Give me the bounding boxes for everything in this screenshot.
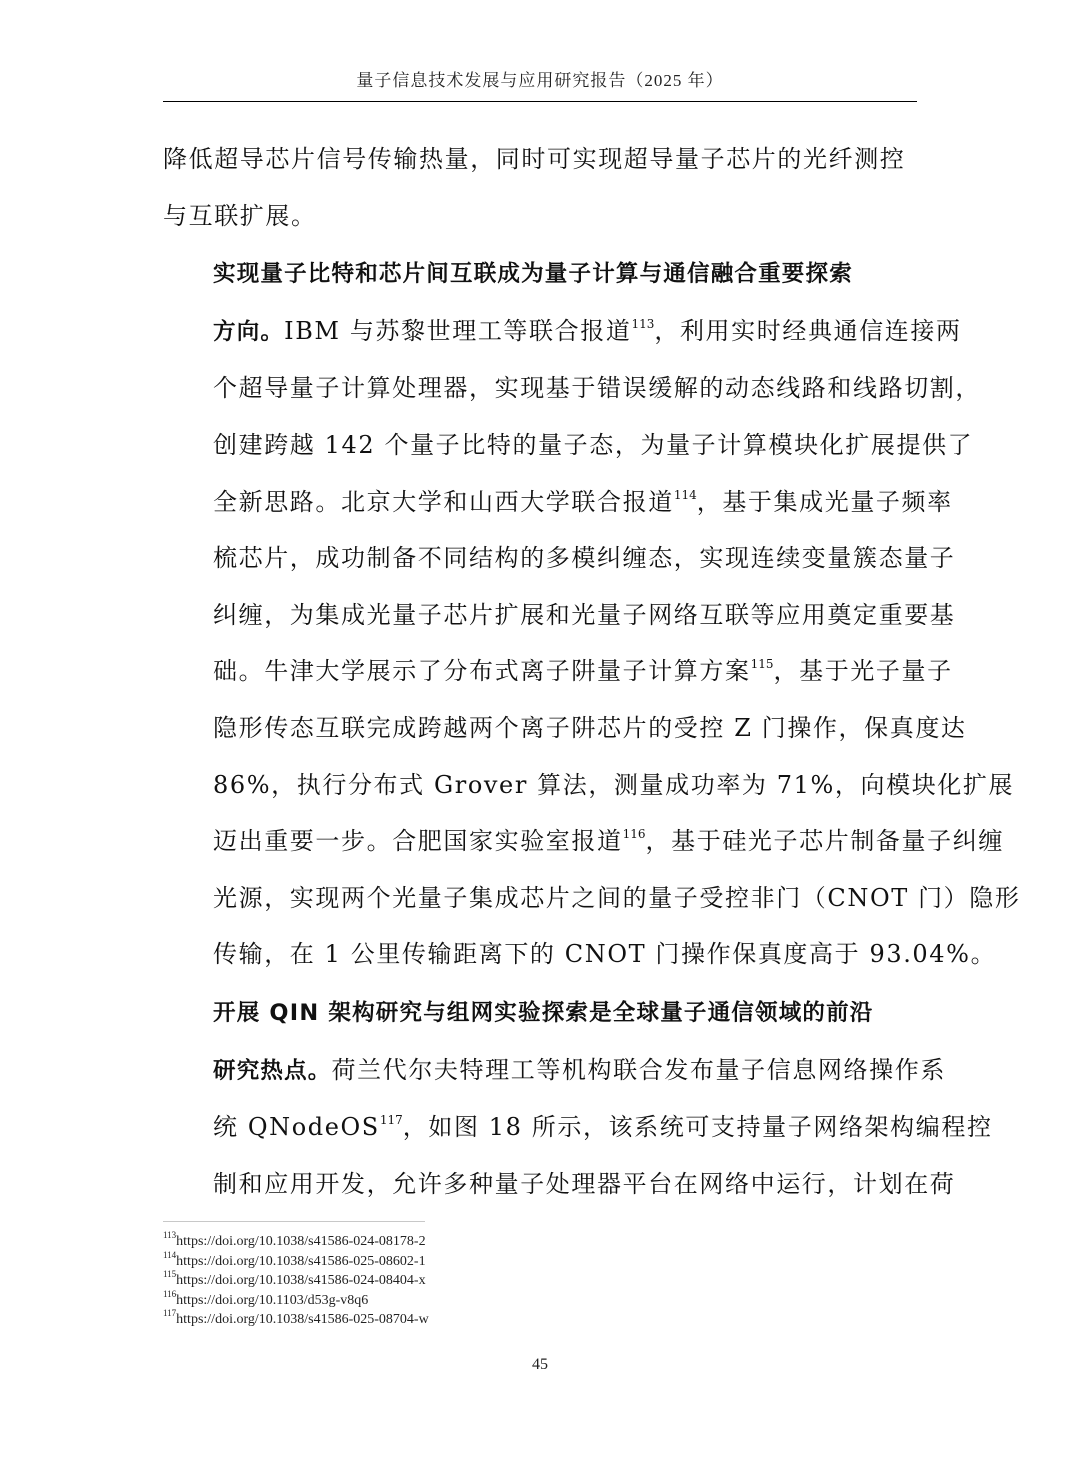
footnote-item	[163, 1249, 763, 1272]
lead-sentence: 开展 QIN 架构研究与组网实验探索是全球量子通信领域的前沿	[213, 999, 874, 1026]
text-run: ，基于集成光量子频率	[696, 487, 953, 516]
footnote-rule	[163, 1221, 425, 1222]
lead-sentence: 实现量子比特和芯片间互联成为量子计算与通信融合重要探索	[213, 261, 853, 288]
paragraph-2	[163, 246, 1021, 983]
body-text	[163, 131, 1021, 1212]
footnote-item	[163, 1271, 763, 1291]
running-header: 量子信息技术发展与应用研究报告（2025 年）	[356, 71, 724, 90]
footnote-ref[interactable]: 117	[379, 1113, 403, 1128]
footnote-link[interactable]: https://doi.org/10.1038/s41586-024-08404-x	[176, 1273, 426, 1288]
text-run: ，如图 18 所示，该系统可支持量子网络架构编程控	[402, 1113, 993, 1142]
text-run: 统 QNodeOS	[213, 1113, 380, 1142]
lead-sentence: 研究热点。	[213, 1057, 332, 1084]
header-rule	[163, 101, 917, 102]
text-line: 光源，实现两个光量子集成芯片之间的量子受控非门（CNOT 门）隐形	[213, 883, 1021, 912]
text-line: 梳芯片，成功制备不同结构的多模纠缠态，实现连续变量簇态量子	[213, 544, 956, 573]
paragraph-3	[163, 985, 993, 1212]
text-line: 降低超导芯片信号传输热量，同时可实现超导量子芯片的光纤测控	[163, 145, 906, 173]
text-run: 全新思路。北京大学和山西大学联合报道	[213, 487, 674, 516]
text-line: 纠缠，为集成光量子芯片扩展和光量子网络互联等应用奠定重要基	[213, 600, 956, 629]
text-line: 与互联扩展。	[163, 201, 317, 230]
text-line: 制和应用开发，允许多种量子处理器平台在网络中运行，计划在荷	[213, 1169, 956, 1198]
footnote-ref[interactable]: 113	[631, 316, 655, 331]
footnotes	[163, 1232, 763, 1330]
text-run: ，基于光子量子	[773, 657, 953, 686]
footnote-number: 117	[163, 1308, 177, 1319]
footnote-ref[interactable]: 114	[673, 487, 697, 502]
footnote-link[interactable]: https://doi.org/10.1038/s41586-025-08602-1	[176, 1253, 426, 1269]
text-run: 荷兰代尔夫特理工等机构联合发布量子信息网络操作系	[331, 1055, 946, 1084]
text-run: IBM 与苏黎世理工等联合报道	[284, 316, 632, 345]
text-line: 传输，在 1 公里传输距离下的 CNOT 门操作保真度高于 93.04%。	[213, 940, 997, 969]
footnote-link[interactable]: https://doi.org/10.1038/s41586-024-08178-2	[176, 1234, 426, 1249]
footnote-item	[163, 1310, 763, 1330]
footnote-link[interactable]: https://doi.org/10.1038/s41586-025-08704-w	[176, 1312, 429, 1327]
text-run: ，基于硅光子芯片制备量子纠缠	[645, 827, 1004, 856]
footnote-number: 116	[163, 1288, 177, 1299]
footnote-ref[interactable]: 116	[622, 827, 646, 842]
text-line: 创建跨越 142 个量子比特的量子态，为量子计算模块化扩展提供了	[213, 430, 974, 459]
text-run: 础。牛津大学展示了分布式离子阱量子计算方案	[213, 657, 751, 686]
footnote-ref[interactable]: 115	[750, 657, 774, 672]
text-run: 迈出重要一步。合肥国家实验室报道	[213, 827, 623, 856]
lead-sentence: 方向。	[213, 318, 285, 345]
footnote-number: 115	[163, 1269, 177, 1280]
paragraph-1	[163, 131, 917, 244]
text-line: 隐形传态互联完成跨越两个离子阱芯片的受控 Z 门操作，保真度达	[213, 713, 967, 742]
footnote-number: 113	[163, 1230, 177, 1241]
text-line: 86%，执行分布式 Grover 算法，测量成功率为 71%，向模块化扩展	[213, 770, 1015, 799]
footnote-link[interactable]: https://doi.org/10.1103/d53g-v8q6	[176, 1292, 369, 1308]
text-run: ，利用实时经典通信连接两	[654, 316, 962, 345]
text-line: 个超导量子计算处理器，实现基于错误缓解的动态线路和线路切割，	[213, 374, 981, 403]
page-number: 45	[532, 1356, 548, 1373]
footnote-item	[163, 1288, 763, 1311]
footnote-item	[163, 1232, 763, 1252]
footnote-number: 114	[163, 1249, 177, 1260]
